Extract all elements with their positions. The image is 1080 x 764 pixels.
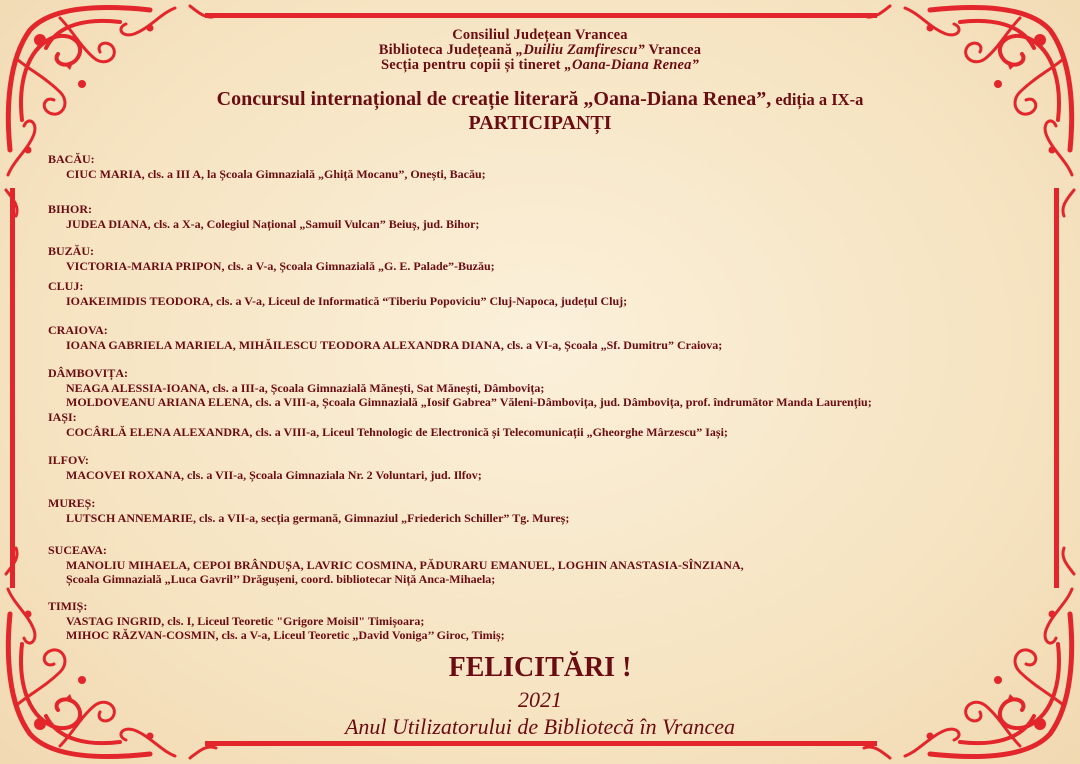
section-buzau — [48, 244, 1038, 279]
participants-list — [48, 152, 1038, 643]
section-ilfov — [48, 453, 1038, 496]
county-name: DÂMBOVIȚA: — [48, 366, 128, 380]
participant-entry: JUDEA DIANA, cls. a X-a, Colegiul Național „Samuil Vulcan” Beiuș, jud. Bihor; — [66, 216, 480, 231]
county-name: ILFOV: — [48, 453, 89, 467]
participant-entry: LUTSCH ANNEMARIE, cls. a VII-a, secția germană, Gimnaziul „Friederich Schiller” Tg. Mureș; — [66, 510, 570, 525]
participant-entry: IOAKEIMIDIS TEODORA, cls. a V-a, Liceul de Informatică “Tiberiu Popoviciu” Cluj-Napoca, județul Cluj; — [66, 293, 628, 308]
congratulations-heading: FELICITĂRI ! — [448, 652, 632, 683]
participant-entry: IOANA GABRIELA MARIELA, MIHĂILESCU TEODORA ALEXANDRA DIANA, cls. a VI-a, Școala „Sf. Dumitru” Craiova; — [66, 337, 723, 352]
county-name: BUZĂU: — [48, 244, 95, 258]
participant-entry: MACOVEI ROXANA, cls. a VII-a, Școala Gimnaziala Nr. 2 Voluntari, jud. Ilfov; — [66, 467, 482, 482]
section-iasi — [48, 410, 1038, 453]
section-dambovita — [48, 366, 1038, 410]
institution-library: Biblioteca Județeană „Duiliu Zamfirescu” Vrancea — [378, 42, 702, 58]
participant-entry: VASTAG INGRID, cls. I, Liceul Teoretic "Grigore Moisil" Timișoara; — [66, 613, 425, 628]
contest-title: Concursul internațional de creație literară „Oana-Diana Renea”, ediția a IX-a — [216, 88, 864, 110]
institution-council: Consiliul Județean Vrancea — [452, 27, 628, 43]
county-name: BIHOR: — [48, 202, 93, 216]
section-mures — [48, 496, 1038, 543]
section-bihor — [48, 202, 1038, 244]
year-label: 2021 — [518, 687, 562, 712]
county-name: CRAIOVA: — [48, 323, 108, 337]
section-bacau — [48, 152, 1038, 202]
county-name: SUCEAVA: — [48, 543, 107, 557]
county-name: TIMIȘ: — [48, 599, 88, 613]
participant-entry: Școala Gimnazială „Luca Gavril’’ Drăgușeni, coord. bibliotecar Niță Anca-Mihaela; — [66, 572, 496, 586]
year-motto: Anul Utilizatorului de Bibliotecă în Vrancea — [344, 714, 736, 739]
participant-entry: VICTORIA-MARIA PRIPON, cls. a V-a, Școala Gimnazială „G. E. Palade”-Buzău; — [66, 258, 495, 273]
section-cluj — [48, 279, 1038, 323]
institution-section: Secția pentru copii și tineret „Oana-Diana Renea” — [380, 57, 700, 73]
county-name: BACĂU: — [48, 152, 95, 166]
county-name: IAȘI: — [48, 410, 77, 424]
participant-entry: MIHOC RĂZVAN-COSMIN, cls. a V-a, Liceul Teoretic „David Voniga’’ Giroc, Timiș; — [66, 628, 505, 642]
participant-entry: MOLDOVEANU ARIANA ELENA, cls. a VIII-a, Școala Gimnazială „Iosif Gabrea” Văleni-Dâmbovița, jud. Dâmbovița, prof. îndrumător Manda Laurențiu; — [66, 395, 872, 409]
county-name: CLUJ: — [48, 279, 84, 293]
section-suceava — [48, 543, 1038, 599]
county-name: MUREȘ: — [48, 496, 96, 510]
section-craiova — [48, 323, 1038, 366]
participant-entry: MANOLIU MIHAELA, CEPOI BRÂNDUȘA, LAVRIC COSMINA, PĂDURARU EMANUEL, LOGHIN ANASTASIA-SÎNZIANA, — [66, 557, 744, 572]
participant-entry: NEAGA ALESSIA-IOANA, cls. a III-a, Școala Gimnazială Mănești, Sat Mănești, Dâmbovița; — [66, 380, 545, 395]
participants-heading: PARTICIPANȚI — [468, 112, 612, 134]
section-timis — [48, 599, 1038, 643]
participant-entry: COCÂRLĂ ELENA ALEXANDRA, cls. a VIII-a, Liceul Tehnologic de Electronică și Telecomunicații „Gheorghe Mârzescu” Iași; — [66, 424, 728, 439]
participant-entry: CIUC MARIA, cls. a III A, la Școala Gimnazială „Ghiță Mocanu”, Onești, Bacău; — [66, 166, 486, 181]
